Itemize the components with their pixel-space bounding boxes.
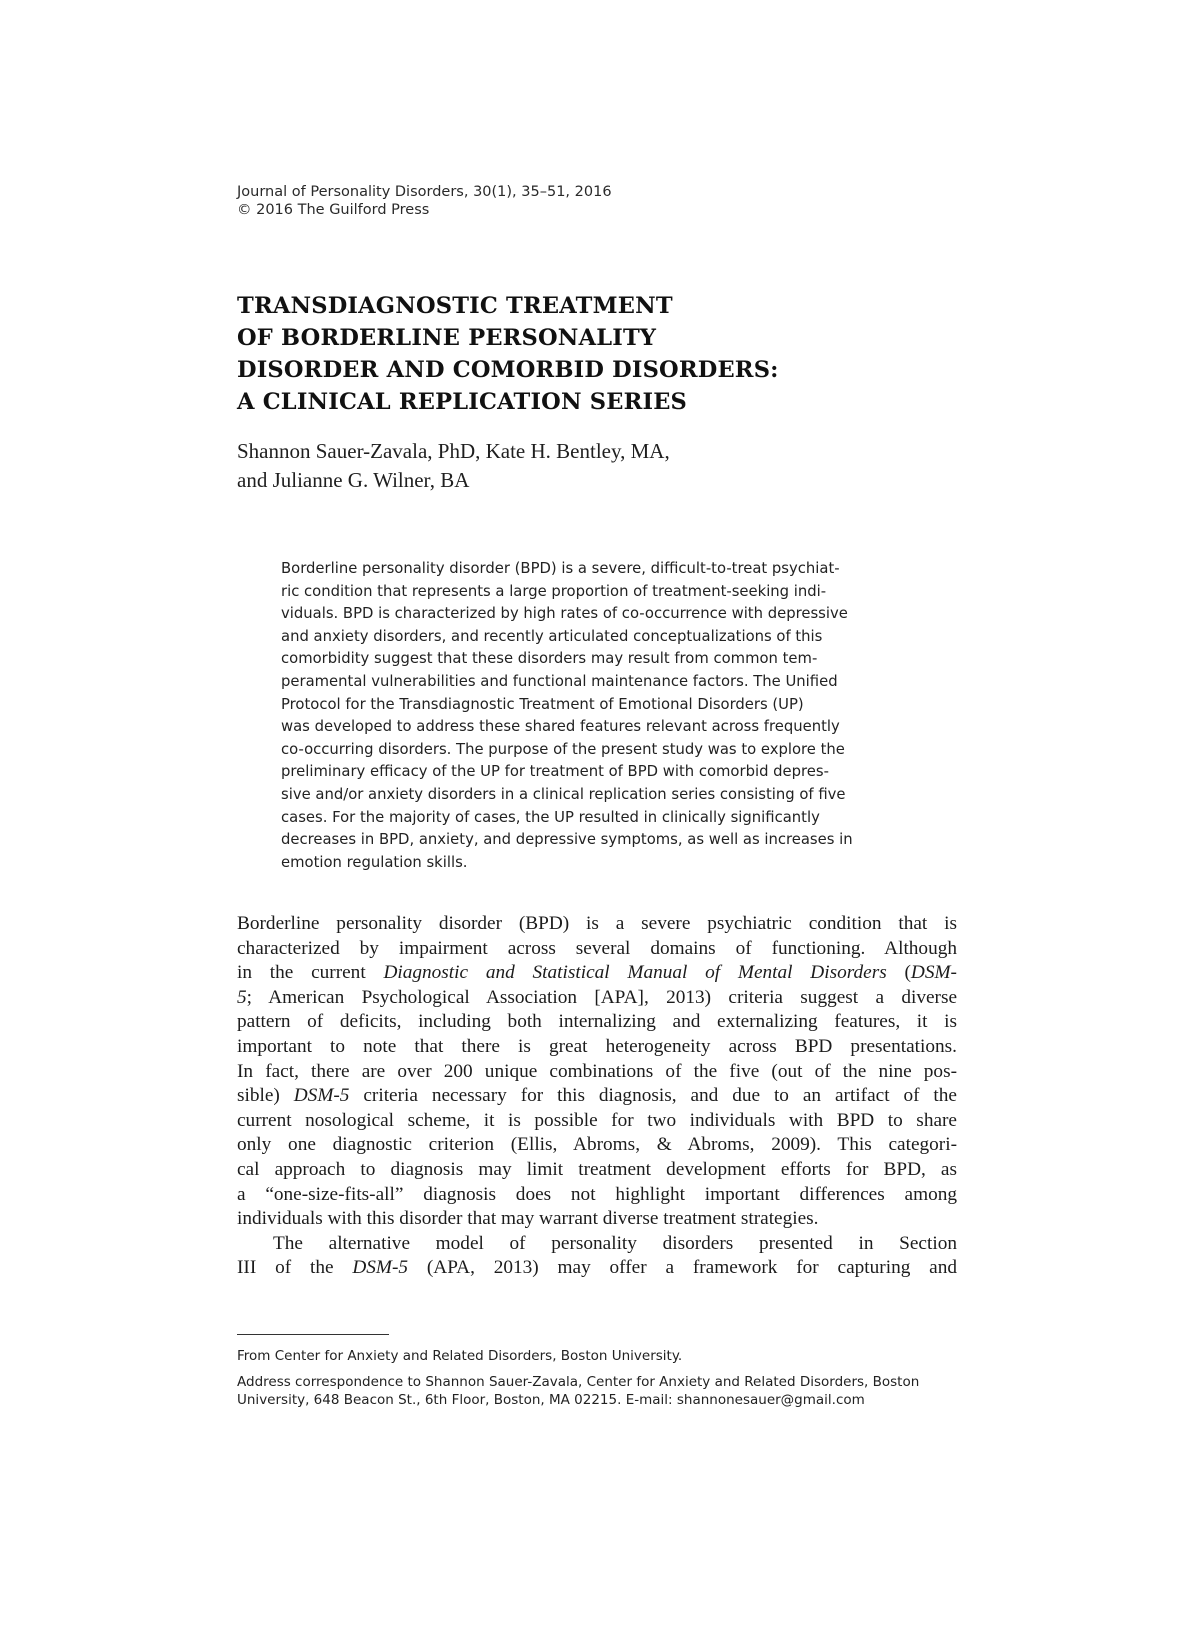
footnote-divider <box>237 1334 389 1335</box>
body-line: pattern of deficits, including both internalizing and externalizing features, it is <box>237 1011 957 1033</box>
abstract-line: and anxiety disorders, and recently articulated conceptualizations of this <box>281 627 823 645</box>
body-text-run: ; American Psychological Association [APA], 2013) criteria suggest a diverse <box>246 986 957 1008</box>
abstract-line: sive and/or anxiety disorders in a clinical replication series consisting of five <box>281 785 846 803</box>
abstract-line: cases. For the majority of cases, the UP resulted in clinically significantly <box>281 808 820 826</box>
footnote-affiliation <box>237 1347 977 1365</box>
abstract-line: Borderline personality disorder (BPD) is a severe, difficult-to-treat psychiat- <box>281 560 840 577</box>
journal-header <box>237 183 612 219</box>
body-line: a “one-size-fits-all” diagnosis does not highlight important differences among <box>237 1183 957 1205</box>
abstract-line: preliminary efficacy of the UP for treatment of BPD with comorbid depres- <box>281 763 829 781</box>
footnote-line: University, 648 Beacon St., 6th Floor, Boston, MA 02215. E-mail: shannonesauer@gmail.com <box>237 1392 865 1408</box>
body-text <box>237 912 957 1281</box>
dsm-abbrev-italic: DSM- <box>910 962 957 984</box>
body-text-run: III of the <box>237 1257 353 1279</box>
abstract-line: peramental vulnerabilities and functional maintenance factors. The Unified <box>281 672 838 690</box>
dsm-abbrev-italic: DSM-5 <box>352 1257 409 1279</box>
dsm-abbrev-italic: DSM-5 <box>293 1085 350 1107</box>
title-line: TRANSDIAGNOSTIC TREATMENT <box>237 293 673 319</box>
author-line: and Julianne G. Wilner, BA <box>237 468 470 492</box>
body-line: only one diagnostic criterion (Ellis, Abroms, & Abroms, 2009). This categori- <box>237 1134 957 1156</box>
abstract-line: comorbidity suggest that these disorders may result from common tem- <box>281 650 818 668</box>
abstract <box>281 558 893 874</box>
body-line: characterized by impairment across several domains of functioning. Although <box>237 937 957 959</box>
body-line <box>237 986 957 1011</box>
manual-title-italic: Diagnostic and Statistical Manual of Mental Disorders <box>383 962 887 984</box>
body-text-run: in the current <box>237 962 384 984</box>
body-line <box>237 1256 957 1281</box>
abstract-line: Protocol for the Transdiagnostic Treatment of Emotional Disorders (UP) <box>281 695 804 713</box>
title-line: A CLINICAL REPLICATION SERIES <box>237 389 687 415</box>
body-line: In fact, there are over 200 unique combinations of the five (out of the nine pos- <box>237 1060 957 1082</box>
body-text-run: criteria necessary for this diagnosis, and due to an artifact of the <box>349 1085 957 1107</box>
dsm-abbrev-italic: 5 <box>237 986 247 1008</box>
journal-citation: Journal of Personality Disorders, 30(1), 35–51, 2016 <box>237 184 612 200</box>
footnote-correspondence <box>237 1373 977 1409</box>
abstract-line: ric condition that represents a large proportion of treatment-seeking indi- <box>281 582 827 600</box>
abstract-line: emotion regulation skills. <box>281 853 468 871</box>
author-line: Shannon Sauer-Zavala, PhD, Kate H. Bentley, MA, <box>237 439 670 463</box>
abstract-line: decreases in BPD, anxiety, and depressive symptoms, as well as increases in <box>281 831 853 849</box>
abstract-line: was developed to address these shared features relevant across frequently <box>281 718 840 736</box>
paragraph-1 <box>237 912 957 1232</box>
body-line: current nosological scheme, it is possible for two individuals with BPD to share <box>237 1109 957 1131</box>
footnote-line: From Center for Anxiety and Related Disorders, Boston University. <box>237 1348 683 1364</box>
body-line: Borderline personality disorder (BPD) is a severe psychiatric condition that is <box>237 913 957 934</box>
body-line: The alternative model of personality disorders presented in Section <box>273 1232 957 1254</box>
body-line: cal approach to diagnosis may limit treatment development efforts for BPD, as <box>237 1158 957 1180</box>
article-title <box>237 290 957 418</box>
body-line <box>237 1084 957 1109</box>
author-list <box>237 437 670 495</box>
body-line: individuals with this disorder that may warrant diverse treatment strategies. <box>237 1208 819 1230</box>
body-line <box>237 961 957 986</box>
footnote-line: Address correspondence to Shannon Sauer-Zavala, Center for Anxiety and Related Disorders, Boston <box>237 1374 920 1390</box>
body-text-run: sible) <box>237 1085 294 1107</box>
abstract-line: viduals. BPD is characterized by high rates of co-occurrence with depressive <box>281 605 848 623</box>
title-line: DISORDER AND COMORBID DISORDERS: <box>237 357 779 383</box>
abstract-line: co-occurring disorders. The purpose of the present study was to explore the <box>281 740 845 758</box>
title-line: OF BORDERLINE PERSONALITY <box>237 325 657 351</box>
body-text-run: ( <box>886 962 911 984</box>
paragraph-2 <box>237 1232 957 1281</box>
body-text-run: (APA, 2013) may offer a framework for capturing and <box>408 1257 957 1279</box>
body-line: important to note that there is great heterogeneity across BPD presentations. <box>237 1035 957 1057</box>
copyright-notice: © 2016 The Guilford Press <box>237 202 430 218</box>
